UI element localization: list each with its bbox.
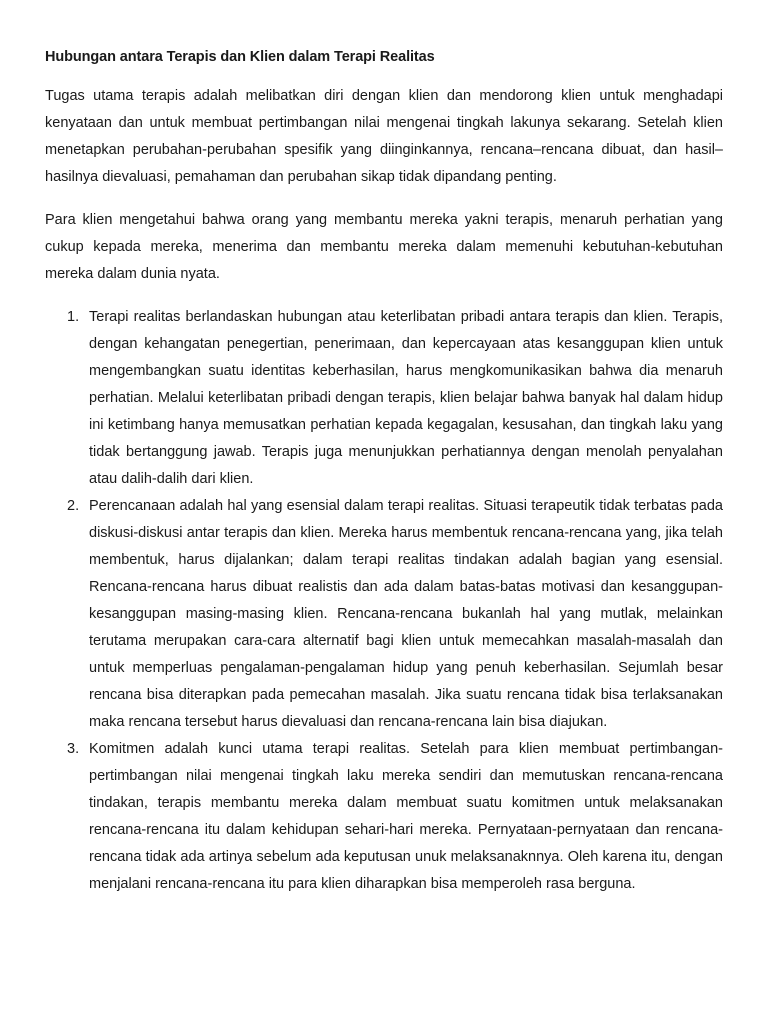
list-item-text: Komitmen adalah kunci utama terapi realitas. Setelah para klien membuat pertimbangan-pertimbangan nilai mengenai tingkah laku mereka sendiri dan memutuskan rencana-rencana tindakan, terapis membantu mereka dalam membuat suatu komitmen untuk melaksanakan rencana-rencana itu dalam kehidupan sehari-hari mereka. Pernyataan-pernyataan dan rencana-rencana tidak ada artinya sebelum ada keputusan unuk melaksanaknnya. Oleh karena itu, dengan menjalani rencana-rencana itu para klien diharapkan bisa memperoleh rasa berguna. [89, 741, 723, 892]
paragraph-client-awareness: Para klien mengetahui bahwa orang yang membantu mereka yakni terapis, menaruh perhatian yang cukup kepada mereka, menerima dan membantu mereka dalam memenuhi kebutuhan-kebutuhan mereka dalam dunia nyata. [45, 212, 723, 282]
list-item-text: Perencanaan adalah hal yang esensial dalam terapi realitas. Situasi terapeutik tidak terbatas pada diskusi-diskusi antar terapis dan klien. Mereka harus membentuk rencana-rencana yang, jika telah membentuk, harus dijalankan; dalam terapi realitas tindakan adalah bagian yang esensial. Rencana-rencana harus dibuat realistis dan ada dalam batas-batas motivasi dan kesanggupan-kesanggupan masing-masing klien. Rencana-rencana bukanlah hal yang mutlak, melainkan terutama merupakan cara-cara alternatif bagi klien untuk memecahkan masalah-masalah dan untuk memperluas pengalaman-pengalaman hidup yang penuh keberhasilan. Sejumlah besar rencana bisa diterapkan pada pemecahan masalah. Jika suatu rencana tidak bisa terlaksanakan maka rencana tersebut harus dievaluasi dan rencana-rencana lain bisa diajukan. [89, 498, 723, 730]
paragraph-intro: Tugas utama terapis adalah melibatkan diri dengan klien dan mendorong klien untuk menghadapi kenyataan dan untuk membuat pertimbangan nilai mengenai tingkah lakunya sekarang. Setelah klien menetapkan perubahan-perubahan spesifik yang diinginkannya, rencana–rencana dibuat, dan hasil–hasilnya dievaluasi, pemahaman dan perubahan sikap tidak dipandang penting. [45, 88, 723, 185]
numbered-list [45, 304, 723, 898]
document-title: Hubungan antara Terapis dan Klien dalam Terapi Realitas [45, 49, 435, 65]
list-item-number: 2. [67, 498, 80, 514]
list-item-number: 1. [67, 309, 80, 325]
list-item-planning [67, 493, 723, 736]
list-item-text: Terapi realitas berlandaskan hubungan atau keterlibatan pribadi antara terapis dan klien. Terapis, dengan kehangatan penegertian, penerimaan, dan kepercayaan atas kesanggupan klien untuk mengembangkan suatu identitas keberhasilan, harus mengkomunikasikan bahwa dia menaruh perhatian. Melalui keterlibatan pribadi dengan terapis, klien belajar bahwa banyak hal dalam hidup ini ketimbang hanya memusatkan perhatian kepada kegagalan, kesusahan, dan tingkah laku yang tidak bertanggung jawab. Terapis juga menunjukkan perhatiannya dengan menolah penyalahan atau dalih-dalih dari klien. [89, 309, 723, 487]
list-item-commitment [67, 736, 723, 898]
list-item-number: 3. [67, 741, 80, 757]
list-item-involvement [67, 304, 723, 493]
